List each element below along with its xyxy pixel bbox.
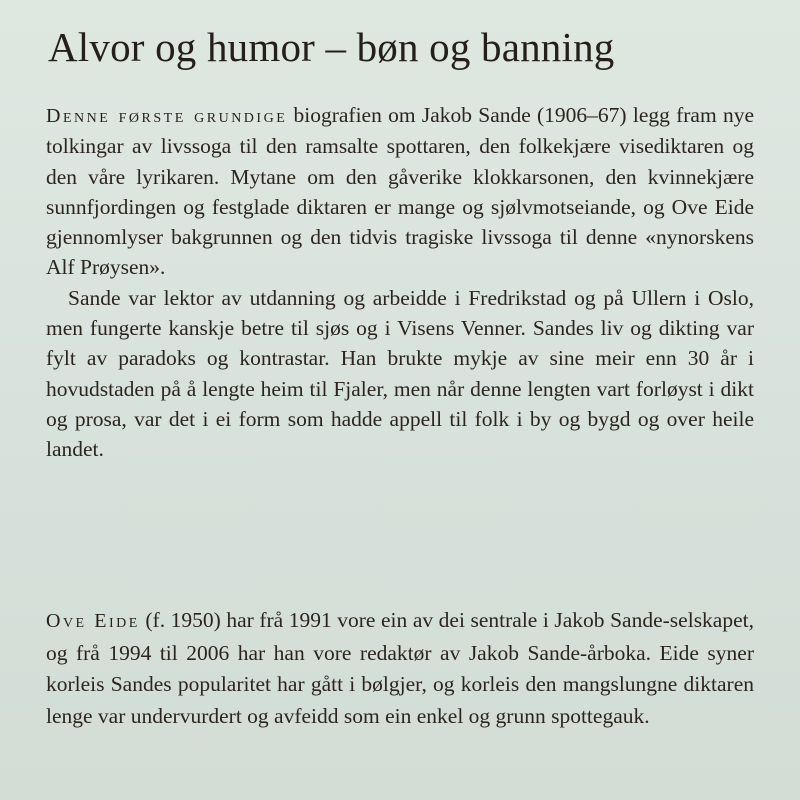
author-name: Ove Eide xyxy=(46,610,140,632)
author-bio xyxy=(46,605,754,732)
author-text: (f. 1950) har frå 1991 vore ein av dei sentrale i Jakob Sande-selskapet, og frå 1994 til 2006 har han vore redaktør av Jakob Sande-årboka. Eide syner korleis Sandes popularitet har gått i bølgjer, og korleis den mangslungne diktaren lenge var undervurdert og avfeidd som ein enkel og grunn spottegauk. xyxy=(46,608,754,728)
description-paragraph-1 xyxy=(46,100,754,283)
author-paragraph xyxy=(46,605,754,732)
description-text-1: biografien om Jakob Sande (1906–67) legg fram nye tolkingar av livssoga til den ramsalte spottaren, den folkekjære visediktaren og den våre lyrikaren. Mytane om den gåverike klokkarsonen, den kvinnekjære sunnfjordingen og festglade diktaren er mange og sjølvmotseiande, og Ove Eide gjennomlyser bakgrunnen og den tidvis tragiske livssoga til denne «nynorskens Alf Prøysen». xyxy=(46,103,754,280)
description-lead: Denne første grundige xyxy=(46,105,288,127)
description-paragraph-2: Sande var lektor av utdanning og arbeidde i Fredrikstad og på Ullern i Oslo, men fungerte kanskje betre til sjøs og i Visens Venner. Sandes liv og dikting var fylt av paradoks og kontrastar. Han brukte mykje av sine meir enn 30 år i hovudstaden på å lengte heim til Fjaler, men når denne lengten vart forløyst i dikt og prosa, var det i ei form som hadde appell til folk i by og bygd og over heile landet. xyxy=(46,285,754,462)
book-description xyxy=(46,100,754,465)
page-title: Alvor og humor – bøn og banning xyxy=(48,24,615,70)
